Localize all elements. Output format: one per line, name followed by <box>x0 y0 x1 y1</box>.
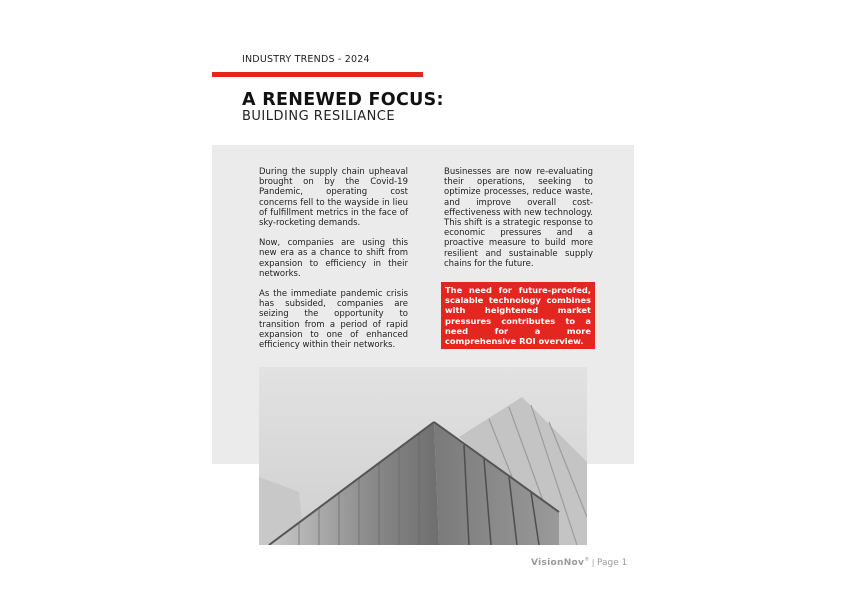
left-column <box>259 167 408 360</box>
footer-separator: | <box>589 558 597 567</box>
shipping-containers-photo <box>259 367 587 545</box>
paragraph: Businesses are now re-evaluating their operations, seeking to optimize processes, reduce waste, and improve overall cost-effectiveness with new technology. This shift is a strategic response to economic pressures and a proactive measure to build more resilient and sustainable supply chains for the future. <box>444 167 593 269</box>
page-footer <box>531 557 627 568</box>
brand-name: VisionNov <box>531 558 585 568</box>
accent-bar <box>212 72 423 77</box>
page-subtitle: BUILDING RESILIANCE <box>242 109 396 124</box>
page-title: A RENEWED FOCUS: <box>242 90 444 110</box>
right-column <box>444 167 593 279</box>
callout-box: The need for future-proofed, scalable technology combines with heightened market pressures contributes to a need for a more comprehensive ROI overview. <box>441 282 595 349</box>
paragraph: During the supply chain upheaval brought on by the Covid-19 Pandemic, operating cost concerns fell to the wayside in lieu of fulfillment metrics in the face of sky-rocketing demands. <box>259 167 408 229</box>
paragraph: As the immediate pandemic crisis has subsided, companies are seizing the opportunity to transition from a period of rapid expansion to one of enhanced efficiency within their networks. <box>259 289 408 351</box>
page-number: Page 1 <box>597 558 628 568</box>
containers-illustration <box>259 367 587 545</box>
paragraph: Now, companies are using this new era as a chance to shift from expansion to efficiency in their networks. <box>259 238 408 279</box>
trademark-symbol: ® <box>584 557 590 563</box>
section-kicker: INDUSTRY TRENDS - 2024 <box>242 54 370 65</box>
